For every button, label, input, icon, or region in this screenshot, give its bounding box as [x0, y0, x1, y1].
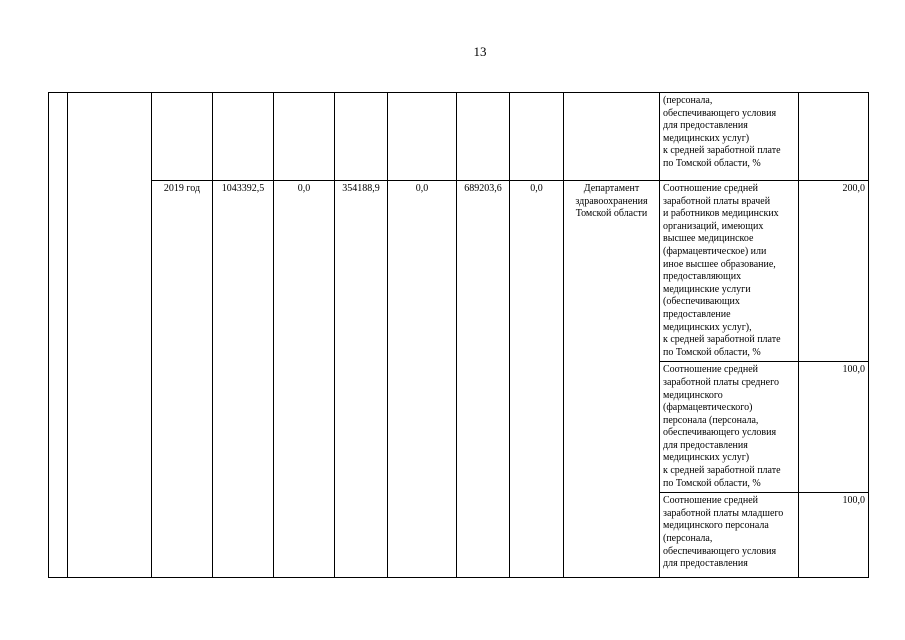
page-number: 13 — [473, 44, 487, 59]
year-cell — [152, 93, 213, 181]
total-cell: 1043392,5 — [213, 181, 274, 578]
indicator-text: Соотношение средней заработной платы среднего медицинского (фармацевтического) персонала (персонала, обеспечивающего условия для предоставления медицинских услуг) к средней заработной плате по Томской области, % — [663, 364, 781, 489]
table-row — [49, 93, 869, 181]
indicator-value-cell: 100,0 — [799, 362, 869, 493]
indicator-text: (персонала, обеспечивающего условия для предоставления медицинских услуг) к средней заработной плате по Томской области, % — [663, 95, 781, 169]
table-row — [49, 181, 869, 362]
other-cell: 689203,6 — [457, 181, 510, 578]
federal-cell: 0,0 — [274, 181, 335, 578]
local-cell — [388, 93, 457, 181]
extra-cell: 0,0 — [510, 181, 564, 578]
indicator-cell — [660, 181, 799, 362]
indicator-value-cell — [799, 93, 869, 181]
program-table — [48, 92, 869, 578]
regional-cell: 354188,9 — [335, 181, 388, 578]
indicator-cell — [660, 493, 799, 578]
year-cell: 2019 год — [152, 181, 213, 578]
indicator-cell — [660, 362, 799, 493]
regional-cell — [335, 93, 388, 181]
indicator-value-cell: 200,0 — [799, 181, 869, 362]
federal-cell — [274, 93, 335, 181]
indicator-cell — [660, 93, 799, 181]
indicator-text: Соотношение средней заработной платы врачей и работников медицинских организаций, имеющих высшее медицинское (фармацевтическое) или иное высшее образование, предоставляющих медицинские услуги (обеспечивающих предоставление медицинских услуг), к средней заработной плате по Томской области, % — [663, 183, 781, 358]
executor-cell — [564, 181, 660, 578]
extra-cell — [510, 93, 564, 181]
total-cell — [213, 93, 274, 181]
other-cell — [457, 93, 510, 181]
executor-text: Департамент здравоохранения Томской области — [575, 183, 648, 220]
executor-cell — [564, 93, 660, 181]
indicator-text: Соотношение средней заработной платы младшего медицинского персонала (персонала, обеспечивающего условия для предоставления — [663, 495, 784, 570]
local-cell: 0,0 — [388, 181, 457, 578]
task-cell — [68, 93, 152, 578]
index-cell — [49, 93, 68, 578]
indicator-value-cell: 100,0 — [799, 493, 869, 578]
